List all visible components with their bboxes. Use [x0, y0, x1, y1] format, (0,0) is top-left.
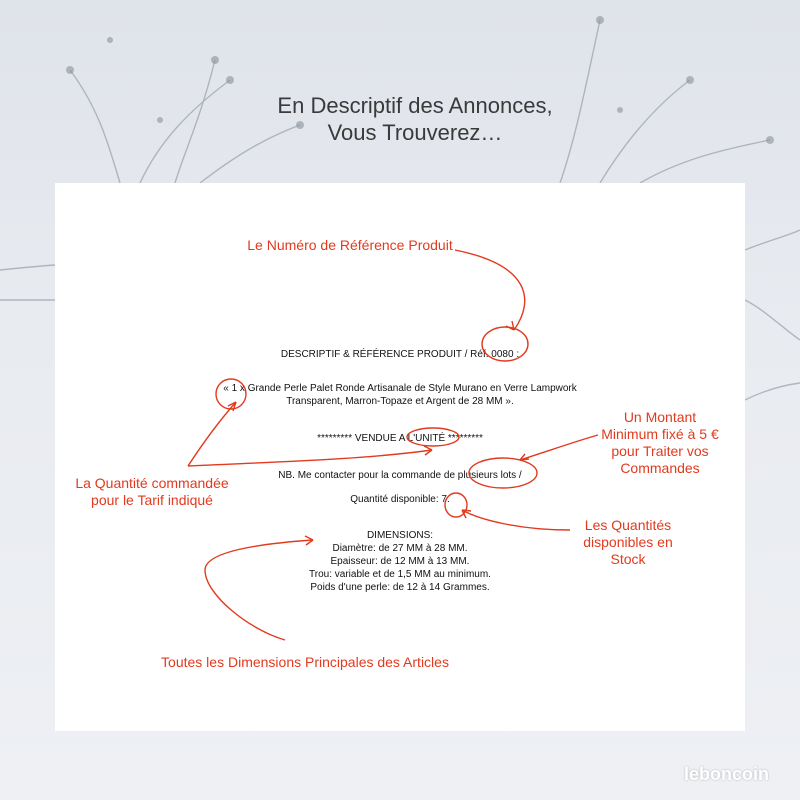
- annotation-stock: [566, 517, 690, 568]
- annotation-ref-number: Le Numéro de Référence Produit: [247, 237, 453, 253]
- nb-line: NB. Me contacter pour la commande de plusieurs lots /: [278, 470, 522, 481]
- dimension-weight: Poids d'une perle: de 12 à 14 Grammes.: [310, 582, 490, 593]
- dimension-diameter: Diamètre: de 27 MM à 28 MM.: [332, 543, 468, 554]
- header-line-2: Vous Trouverez…: [327, 120, 503, 145]
- annotation-quantity: [62, 475, 242, 509]
- header-title: [200, 92, 630, 146]
- leboncoin-logo: leboncoin: [684, 764, 769, 784]
- product-line-1: « 1 x Grande Perle Palet Ronde Artisanale de Style Murano en Verre Lampwork: [223, 383, 577, 394]
- quantity-available-line: Quantité disponible: 7.: [350, 494, 450, 505]
- annotation-quantity-line-1: La Quantité commandée: [75, 475, 229, 491]
- annotation-stock-line-1: Les Quantités: [584, 517, 672, 533]
- annotation-quantity-line-2: pour le Tarif indiqué: [91, 492, 213, 508]
- dimensions-title: DIMENSIONS:: [366, 530, 434, 541]
- product-line-2: Transparent, Marron-Topaze et Argent de 28 MM ».: [286, 396, 514, 407]
- annotation-minimum-amount: [580, 409, 740, 477]
- annotation-stock-line-2: disponibles en: [583, 534, 673, 550]
- sold-per-unit-line: ********* VENDUE A L'UNITÉ *********: [317, 433, 483, 444]
- dimension-thickness: Epaisseur: de 12 MM à 13 MM.: [330, 556, 470, 567]
- product-description: [55, 382, 745, 408]
- header-line-1: En Descriptif des Annonces,: [277, 93, 553, 118]
- annotation-minimum-line-2: Minimum fixé à 5 €: [601, 426, 719, 442]
- annotation-minimum-line-1: Un Montant: [623, 409, 697, 425]
- annotation-stock-line-3: Stock: [610, 551, 646, 567]
- annotation-minimum-line-4: Commandes: [620, 460, 700, 476]
- annotation-minimum-line-3: pour Traiter vos: [611, 443, 709, 459]
- ref-line: DESCRIPTIF & RÉFÉRENCE PRODUIT / Réf. 0080 :: [280, 349, 520, 360]
- dimension-hole: Trou: variable et de 1,5 MM au minimum.: [309, 569, 491, 580]
- annotation-dimensions: Toutes les Dimensions Principales des Articles: [161, 654, 449, 670]
